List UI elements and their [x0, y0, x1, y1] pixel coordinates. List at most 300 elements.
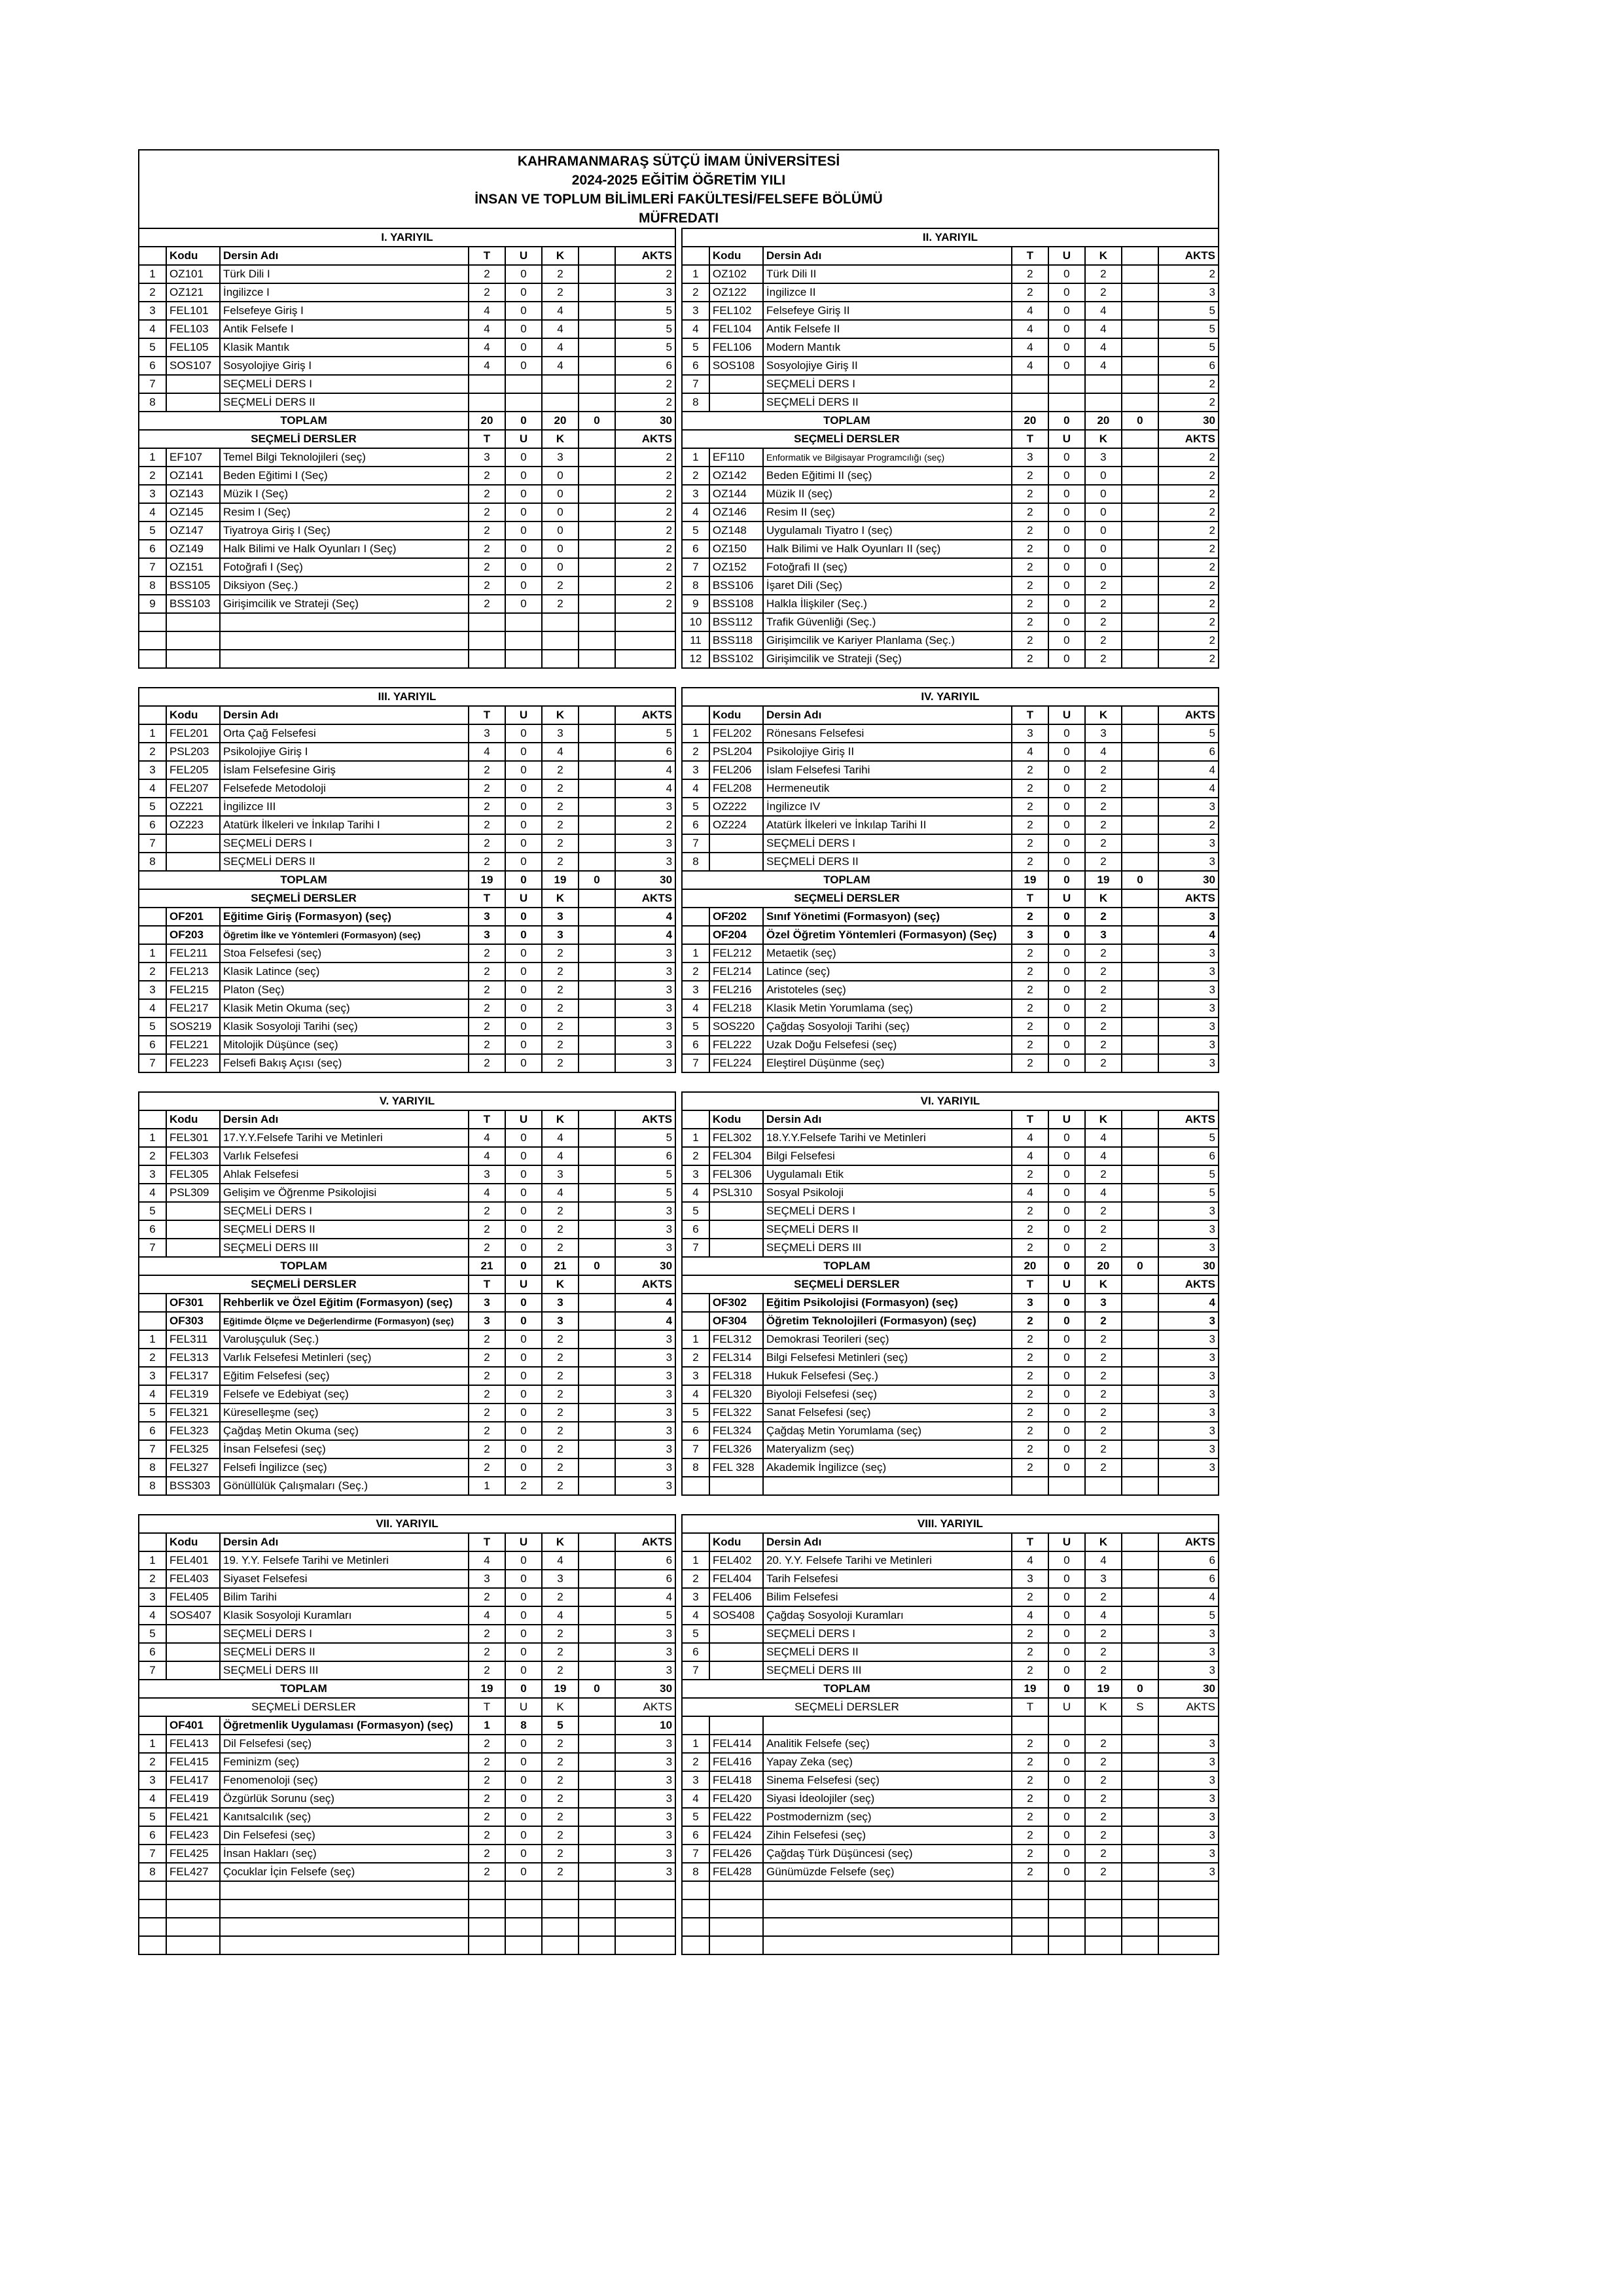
- course-t: 4: [469, 1147, 505, 1165]
- course-code: OF303: [166, 1312, 220, 1330]
- course-no: 1: [682, 1735, 709, 1753]
- course-code: FEL416: [709, 1753, 763, 1771]
- course-no: [682, 1312, 709, 1330]
- course-t: 4: [1012, 357, 1048, 375]
- elective-row: [139, 1036, 675, 1054]
- course-akts: 2: [1158, 448, 1219, 467]
- header-u: U: [1048, 1533, 1085, 1551]
- course-no: 2: [682, 1753, 709, 1771]
- course-code: [709, 375, 763, 393]
- course-code: FEL323: [166, 1422, 220, 1440]
- course-code: FEL201: [166, 724, 220, 743]
- course-akts: 3: [615, 1625, 675, 1643]
- formasyon-row: [139, 1716, 675, 1735]
- header-code: Kodu: [709, 706, 763, 724]
- elective-row: [682, 1771, 1219, 1790]
- course-code: FEL401: [166, 1551, 220, 1570]
- electives-header-k: K: [542, 1275, 579, 1294]
- course-code: PSL203: [166, 743, 220, 761]
- course-row: [682, 1220, 1219, 1239]
- total-t: 20: [1012, 412, 1048, 430]
- course-t: [1012, 1881, 1048, 1899]
- course-t: 2: [1012, 963, 1048, 981]
- course-akts: 3: [615, 1771, 675, 1790]
- course-akts: 5: [1158, 1606, 1219, 1625]
- course-akts: 3: [1158, 1404, 1219, 1422]
- course-s: [579, 1330, 615, 1349]
- course-k: 2: [542, 576, 579, 595]
- course-u: 0: [505, 1826, 542, 1845]
- course-s: [579, 1551, 615, 1570]
- course-u: 0: [1048, 558, 1085, 576]
- course-row: [682, 1570, 1219, 1588]
- course-no: 7: [139, 1239, 166, 1257]
- course-akts: [615, 1936, 675, 1954]
- course-s: [1122, 1881, 1158, 1899]
- course-code: BSS108: [709, 595, 763, 613]
- course-akts: 2: [615, 558, 675, 576]
- course-code: FEL206: [709, 761, 763, 779]
- course-row: [139, 1551, 675, 1570]
- course-row: [682, 1551, 1219, 1570]
- header-t: T: [469, 1533, 505, 1551]
- course-name: SEÇMELİ DERS III: [220, 1661, 469, 1680]
- course-k: 2: [542, 816, 579, 834]
- header-t: T: [1012, 1110, 1048, 1129]
- course-code: FEL211: [166, 944, 220, 963]
- semester-title: II. YARIYIL: [682, 228, 1219, 247]
- course-code: FEL221: [166, 1036, 220, 1054]
- course-no: [682, 1716, 709, 1735]
- elective-row: [139, 1918, 675, 1936]
- electives-header-k: K: [1085, 430, 1122, 448]
- course-name: İslam Felsefesi Tarihi: [763, 761, 1012, 779]
- semester-sections: [138, 228, 1219, 1955]
- course-name: Girişimcilik ve Strateji (Seç): [220, 595, 469, 613]
- header-course-name: Dersin Adı: [220, 247, 469, 265]
- elective-row: [139, 558, 675, 576]
- course-u: 0: [505, 798, 542, 816]
- course-code: FEL102: [709, 302, 763, 320]
- course-s: [579, 1845, 615, 1863]
- course-u: 0: [1048, 1422, 1085, 1440]
- course-s: [1122, 926, 1158, 944]
- course-name: Bilim Tarihi: [220, 1588, 469, 1606]
- course-k: 2: [1085, 1349, 1122, 1367]
- course-u: 0: [1048, 1440, 1085, 1458]
- electives-header-u: U: [1048, 1275, 1085, 1294]
- elective-row: [682, 1477, 1219, 1495]
- course-code: OF204: [709, 926, 763, 944]
- course-code: FEL428: [709, 1863, 763, 1881]
- course-row: [682, 1129, 1219, 1147]
- header-course-name: Dersin Adı: [220, 1533, 469, 1551]
- course-s: [1122, 1643, 1158, 1661]
- course-name: Orta Çağ Felsefesi: [220, 724, 469, 743]
- course-no: 5: [139, 798, 166, 816]
- course-s: [579, 540, 615, 558]
- header-akts: AKTS: [615, 1110, 675, 1129]
- course-no: 4: [682, 320, 709, 338]
- course-code: FEL306: [709, 1165, 763, 1184]
- course-akts: 2: [1158, 650, 1219, 668]
- course-akts: 3: [1158, 1202, 1219, 1220]
- elective-row: [682, 521, 1219, 540]
- header-no: [139, 1533, 166, 1551]
- course-t: 2: [1012, 1036, 1048, 1054]
- course-code: FEL215: [166, 981, 220, 999]
- course-k: 4: [1085, 302, 1122, 320]
- course-k: 0: [1085, 467, 1122, 485]
- course-name: Girişimcilik ve Strateji (Seç): [763, 650, 1012, 668]
- course-name: Uygulamalı Etik: [763, 1165, 1012, 1184]
- elective-row: [682, 1881, 1219, 1899]
- electives-header-s: [579, 430, 615, 448]
- course-k: 2: [1085, 798, 1122, 816]
- course-akts: 3: [615, 1735, 675, 1753]
- course-name: İngilizce III: [220, 798, 469, 816]
- course-code: FEL318: [709, 1367, 763, 1385]
- course-name: Çağdaş Metin Yorumlama (seç): [763, 1422, 1012, 1440]
- elective-row: [682, 1440, 1219, 1458]
- course-name: Kanıtsalcılık (seç): [220, 1808, 469, 1826]
- course-u: [505, 375, 542, 393]
- course-s: [1122, 944, 1158, 963]
- course-t: 4: [1012, 1147, 1048, 1165]
- course-s: [1122, 375, 1158, 393]
- course-k: 3: [1085, 926, 1122, 944]
- total-akts: 30: [615, 412, 675, 430]
- course-s: [1122, 1826, 1158, 1845]
- elective-row: [682, 613, 1219, 631]
- course-name: SEÇMELİ DERS III: [763, 1239, 1012, 1257]
- course-code: PSL309: [166, 1184, 220, 1202]
- course-akts: 3: [1158, 999, 1219, 1017]
- course-k: 2: [1085, 1165, 1122, 1184]
- course-no: [682, 1477, 709, 1495]
- course-t: [469, 1936, 505, 1954]
- course-t: 2: [469, 1404, 505, 1422]
- course-akts: 3: [1158, 1349, 1219, 1367]
- course-k: 4: [542, 1129, 579, 1147]
- course-u: 0: [505, 1239, 542, 1257]
- course-code: SOS408: [709, 1606, 763, 1625]
- electives-header-k: K: [1085, 1275, 1122, 1294]
- total-k: 19: [542, 1680, 579, 1698]
- course-u: [505, 1936, 542, 1954]
- total-t: 19: [1012, 1680, 1048, 1698]
- course-code: BSS106: [709, 576, 763, 595]
- course-akts: [1158, 1716, 1219, 1735]
- course-s: [1122, 1918, 1158, 1936]
- course-s: [579, 779, 615, 798]
- course-u: 0: [505, 540, 542, 558]
- course-name: Klasik Sosyoloji Kuramları: [220, 1606, 469, 1625]
- electives-label: SEÇMELİ DERSLER: [682, 1275, 1012, 1294]
- total-k: 20: [1085, 412, 1122, 430]
- total-s: 0: [579, 1680, 615, 1698]
- course-no: 1: [139, 1551, 166, 1570]
- course-s: [1122, 981, 1158, 999]
- course-k: 4: [542, 1551, 579, 1570]
- semester-table: [138, 1091, 676, 1496]
- course-t: 4: [469, 743, 505, 761]
- course-t: 2: [469, 467, 505, 485]
- course-s: [579, 1881, 615, 1899]
- course-u: [1048, 1918, 1085, 1936]
- course-code: FEL214: [709, 963, 763, 981]
- course-name: İngilizce IV: [763, 798, 1012, 816]
- course-s: [579, 265, 615, 283]
- electives-header-u: U: [1048, 430, 1085, 448]
- course-code: [709, 393, 763, 412]
- course-s: [579, 1899, 615, 1918]
- total-label: TOPLAM: [682, 871, 1012, 889]
- header-course-name: Dersin Adı: [220, 706, 469, 724]
- course-akts: 2: [1158, 613, 1219, 631]
- course-no: 7: [682, 1239, 709, 1257]
- course-akts: 4: [1158, 926, 1219, 944]
- course-akts: 3: [1158, 963, 1219, 981]
- course-k: 2: [542, 1349, 579, 1367]
- electives-header-t: T: [469, 889, 505, 908]
- course-no: 5: [139, 1625, 166, 1643]
- course-u: 0: [505, 1054, 542, 1072]
- semester-title-row: [139, 228, 675, 247]
- course-name: SEÇMELİ DERS I: [763, 1625, 1012, 1643]
- course-s: [579, 650, 615, 668]
- course-name: Sosyolojiye Giriş II: [763, 357, 1012, 375]
- course-row: [139, 265, 675, 283]
- elective-row: [139, 1385, 675, 1404]
- course-t: 2: [469, 1367, 505, 1385]
- course-u: 0: [505, 834, 542, 853]
- course-akts: 4: [615, 1294, 675, 1312]
- course-row: [682, 320, 1219, 338]
- course-akts: 5: [1158, 302, 1219, 320]
- course-s: [1122, 1129, 1158, 1147]
- course-name: İnsan Hakları (seç): [220, 1845, 469, 1863]
- header-course-name: Dersin Adı: [763, 247, 1012, 265]
- course-k: 2: [1085, 613, 1122, 631]
- course-t: 2: [1012, 576, 1048, 595]
- elective-row: [139, 1936, 675, 1954]
- course-no: 1: [682, 1330, 709, 1349]
- course-row: [139, 761, 675, 779]
- course-code: OZ150: [709, 540, 763, 558]
- total-label: TOPLAM: [682, 1257, 1012, 1275]
- course-name: Rehberlik ve Özel Eğitim (Formasyon) (seç): [220, 1294, 469, 1312]
- course-akts: 3: [615, 1643, 675, 1661]
- total-t: 19: [469, 871, 505, 889]
- course-no: 3: [139, 1771, 166, 1790]
- course-s: [579, 1220, 615, 1239]
- course-code: [709, 1477, 763, 1495]
- course-k: 4: [1085, 1147, 1122, 1165]
- course-no: 5: [682, 1017, 709, 1036]
- course-akts: 5: [1158, 320, 1219, 338]
- header-s: [579, 1110, 615, 1129]
- course-akts: 4: [1158, 761, 1219, 779]
- total-akts: 30: [615, 1257, 675, 1275]
- course-s: [579, 908, 615, 926]
- course-k: 2: [1085, 576, 1122, 595]
- course-row: [139, 1202, 675, 1220]
- course-t: 2: [469, 1625, 505, 1643]
- course-name: Siyasi İdeolojiler (seç): [763, 1790, 1012, 1808]
- course-k: 3: [1085, 1294, 1122, 1312]
- course-k: 0: [1085, 540, 1122, 558]
- elective-row: [139, 1404, 675, 1422]
- elective-row: [682, 1458, 1219, 1477]
- elective-row: [682, 981, 1219, 999]
- header-code: Kodu: [709, 1110, 763, 1129]
- course-no: 5: [139, 338, 166, 357]
- course-no: [682, 926, 709, 944]
- course-t: 2: [469, 779, 505, 798]
- course-s: [1122, 1349, 1158, 1367]
- course-k: 0: [1085, 558, 1122, 576]
- elective-header-row: [139, 1698, 675, 1716]
- course-t: 2: [1012, 1863, 1048, 1881]
- course-u: 0: [505, 1551, 542, 1570]
- course-code: FEL325: [166, 1440, 220, 1458]
- elective-row: [139, 1771, 675, 1790]
- course-akts: 3: [1158, 1863, 1219, 1881]
- course-s: [579, 1863, 615, 1881]
- course-no: 8: [682, 853, 709, 871]
- course-no: 4: [682, 1184, 709, 1202]
- course-u: 0: [1048, 944, 1085, 963]
- course-row: [139, 816, 675, 834]
- header-k: K: [542, 1110, 579, 1129]
- course-k: 4: [1085, 1184, 1122, 1202]
- elective-row: [139, 467, 675, 485]
- formasyon-row: [682, 1294, 1219, 1312]
- course-no: 11: [682, 631, 709, 650]
- course-k: 2: [542, 1404, 579, 1422]
- course-name: Platon (Seç): [220, 981, 469, 999]
- course-name: Fotoğrafi II (seç): [763, 558, 1012, 576]
- course-row: [682, 1184, 1219, 1202]
- course-s: [579, 1753, 615, 1771]
- course-name: [220, 1881, 469, 1899]
- course-u: 0: [1048, 1147, 1085, 1165]
- course-t: [469, 650, 505, 668]
- course-u: 0: [505, 1312, 542, 1330]
- course-k: 2: [542, 283, 579, 302]
- course-t: 2: [469, 761, 505, 779]
- course-u: 0: [1048, 816, 1085, 834]
- academic-year: 2024-2025 EĞİTİM ÖĞRETİM YILI: [571, 173, 786, 188]
- header-u: U: [1048, 1110, 1085, 1129]
- course-t: [1012, 393, 1048, 412]
- total-k: 19: [1085, 1680, 1122, 1698]
- total-akts: 30: [615, 871, 675, 889]
- semester-table: [681, 228, 1219, 669]
- elective-row: [139, 613, 675, 631]
- course-code: OZ223: [166, 816, 220, 834]
- course-s: [1122, 1036, 1158, 1054]
- course-t: 2: [1012, 540, 1048, 558]
- course-no: 3: [682, 1771, 709, 1790]
- course-name: Din Felsefesi (seç): [220, 1826, 469, 1845]
- course-t: 2: [1012, 521, 1048, 540]
- course-t: 2: [1012, 1385, 1048, 1404]
- course-row: [682, 283, 1219, 302]
- faculty-department: İNSAN VE TOPLUM BİLİMLERİ FAKÜLTESİ/FELSEFE BÖLÜMÜ: [474, 192, 883, 207]
- course-akts: 4: [1158, 1588, 1219, 1606]
- course-t: 2: [1012, 613, 1048, 631]
- course-akts: 3: [615, 834, 675, 853]
- course-s: [579, 485, 615, 503]
- course-s: [579, 467, 615, 485]
- course-code: EF107: [166, 448, 220, 467]
- course-row: [139, 283, 675, 302]
- header-code: Kodu: [166, 247, 220, 265]
- semester-title: VII. YARIYIL: [139, 1515, 675, 1533]
- course-u: 0: [1048, 1404, 1085, 1422]
- total-s: 0: [1122, 1257, 1158, 1275]
- course-s: [1122, 1165, 1158, 1184]
- course-k: 3: [542, 926, 579, 944]
- header-no: [139, 706, 166, 724]
- course-k: 4: [1085, 1551, 1122, 1570]
- course-u: 0: [505, 926, 542, 944]
- course-code: OZ148: [709, 521, 763, 540]
- course-s: [579, 853, 615, 871]
- formasyon-row: [139, 1294, 675, 1312]
- course-t: 2: [469, 540, 505, 558]
- course-code: FEL404: [709, 1570, 763, 1588]
- elective-row: [139, 999, 675, 1017]
- course-s: [1122, 576, 1158, 595]
- elective-row: [682, 576, 1219, 595]
- course-k: 2: [542, 1588, 579, 1606]
- course-no: [139, 1716, 166, 1735]
- course-u: 0: [1048, 1570, 1085, 1588]
- course-no: 4: [139, 320, 166, 338]
- course-t: 2: [1012, 1643, 1048, 1661]
- course-no: 1: [682, 265, 709, 283]
- course-code: FEL101: [166, 302, 220, 320]
- course-u: 0: [1048, 338, 1085, 357]
- course-k: 2: [1085, 650, 1122, 668]
- course-no: [682, 1918, 709, 1936]
- course-s: [1122, 302, 1158, 320]
- course-s: [1122, 1771, 1158, 1790]
- course-code: FEL414: [709, 1735, 763, 1753]
- course-no: 12: [682, 650, 709, 668]
- course-u: 0: [1048, 576, 1085, 595]
- course-t: 2: [1012, 1239, 1048, 1257]
- course-k: 2: [542, 1202, 579, 1220]
- course-name: [220, 1936, 469, 1954]
- course-akts: [615, 613, 675, 631]
- course-s: [579, 1129, 615, 1147]
- course-name: [220, 650, 469, 668]
- course-s: [1122, 1294, 1158, 1312]
- course-name: [220, 1918, 469, 1936]
- course-row: [139, 724, 675, 743]
- elective-header-row: [682, 430, 1219, 448]
- course-no: 5: [682, 798, 709, 816]
- course-code: [166, 1936, 220, 1954]
- course-s: [579, 1606, 615, 1625]
- course-akts: 3: [615, 283, 675, 302]
- course-s: [1122, 1753, 1158, 1771]
- course-u: 0: [505, 1129, 542, 1147]
